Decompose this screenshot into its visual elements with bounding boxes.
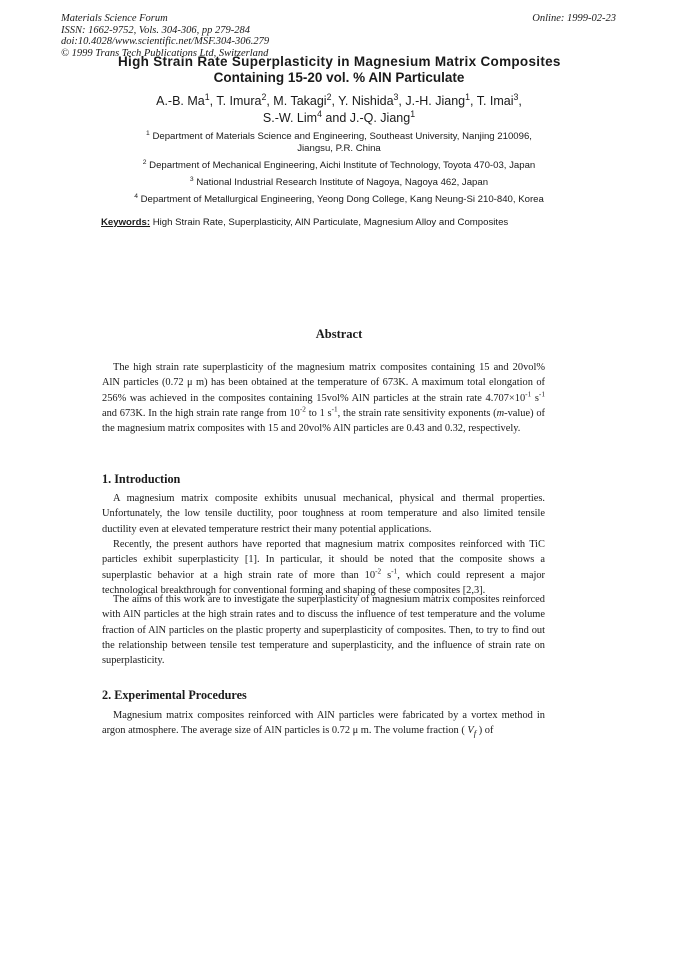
issn-line: ISSN: 1662-9752, Vols. 304-306, pp 279-284 xyxy=(61,24,250,36)
abstract-heading: Abstract xyxy=(315,327,363,341)
affiliation-3: $^3$ National Industrial Research Institute of Nagoya, Nagoya 462, Japan xyxy=(189,175,489,188)
journal-name: Materials Science Forum xyxy=(61,13,168,24)
affiliation-2: $^2$ Department of Mechanical Engineering, Aichi Institute of Technology, Toyota 470-03, Japan xyxy=(142,158,536,171)
publication-header xyxy=(61,13,269,59)
online-date: Online: 1999-02-23 xyxy=(532,13,616,24)
experimental-paragraph-1: Magnesium matrix composites reinforced with AlN particles were fabricated by a vortex method in argon atmosphere. The average size of AlN particles is 0.72 μ m. The volume fraction ( $V_f$ ) of xyxy=(102,710,545,739)
author-line-2: S.-W. Lim$^4$ and J.-Q. Jiang$^1$ xyxy=(262,108,416,125)
intro-paragraph-1: A magnesium matrix composite exhibits unusual mechanical, physical and thermal properties. Unfortunately, the low tensile ductility, poor toughness at room temperature and also limited tensile ductility even at elevated temperature restrict their many potential applications. xyxy=(102,493,545,535)
abstract-paragraph: The high strain rate superplasticity of the magnesium matrix composites containing 15 and 20vol% AlN particles (0.72 μ m) has been obtained at the temperature of 673K. A maximum total elongation of 256% was achieved in the composites containing 15vol% AlN particles at the strain rate $4.707\times 10^{-1}$ $s^{-1}$ and 673K. In the high strain rate range from $10^{-2}$ to 1 $s^{-1}$, the strain rate sensitivity exponents (m-value) of the magnesium matrix composites with 15 and 20vol% AlN particles are 0.43 and 0.32, respectively. xyxy=(102,362,545,435)
author-list xyxy=(0,93,678,127)
affiliation-4: $^4$ Department of Metallurgical Engineering, Yeong Dong College, Kang Neung-Si 210-840, Korea xyxy=(134,192,544,205)
intro-paragraph-3: The aims of this work are to investigate the superplasticity of magnesium matrix composites reinforced with AlN particles at the high strain rates and to discuss the influence of test temperature and the volume fraction of AlN particles on the plastic property and superplasticity of composites. Then, to try to find out the relationship between tensile test temperature and superplasticity, and the influence of strain rate on superplasticity. xyxy=(102,594,545,667)
intro-paragraph-2: Recently, the present authors have reported that magnesium matrix composites reinforced with TiC particles exhibit superplasticity [1]. In particular, it should be noted that the composite shows a superplastic behavior at a high strain rate of more than $10^{-2}$ $s^{-1}$, which could represent a major technological breakthrough for conventional forming and shaping of these composites [2,3]. xyxy=(102,539,545,596)
doi-line: doi:10.4028/www.scientific.net/MSF.304-306.279 xyxy=(61,36,270,47)
keywords-label: Keywords: xyxy=(101,217,151,228)
keywords xyxy=(101,217,508,228)
copyright-line: © 1999 Trans Tech Publications Ltd, Switzerland xyxy=(61,47,269,59)
author-line-1: A.-B. Ma$^1$, T. Imura$^2$, M. Takagi$^2$, Y. Nishida$^3$, J.-H. Jiang$^1$, T. Imai$^3$, xyxy=(156,91,522,108)
section-heading-introduction: 1. Introduction xyxy=(102,472,181,486)
paper-title: Containing 15-20 vol. % AlN Particulate xyxy=(213,70,465,85)
keywords-text: High Strain Rate, Superplasticity, AlN Particulate, Magnesium Alloy and Composites xyxy=(150,217,509,228)
title-partial-line: High Strain Rate Superplasticity in Magnesium Matrix Composites xyxy=(118,54,561,69)
affiliation-1: $^1$ Department of Materials Science and Engineering, Southeast University, Nanjing 210096, Jiangsu, P.R. China xyxy=(146,129,532,154)
section-heading-experimental: 2. Experimental Procedures xyxy=(102,688,247,702)
